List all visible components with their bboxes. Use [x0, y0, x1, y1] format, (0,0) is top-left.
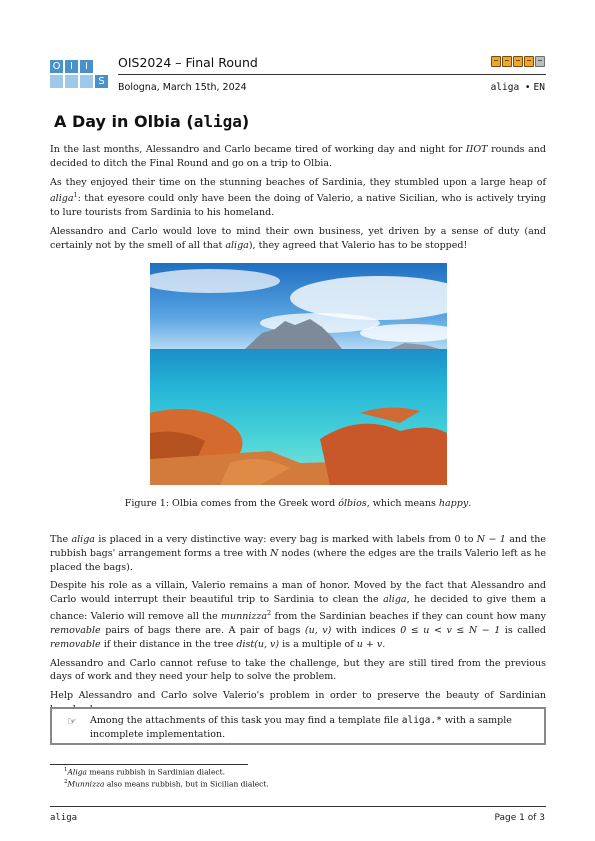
- statement-text: [50, 533, 546, 722]
- difficulty-star-icon: [491, 56, 501, 67]
- contest-title: OIS2024 – Final Round: [118, 55, 258, 70]
- task-code-language: [491, 82, 545, 93]
- footnote: $^1$Aliga means rubbish in Sardinian dialect.: [64, 767, 225, 777]
- figure-caption: Figure 1: Olbia comes from the Greek word ólbios, which means happy.: [124, 498, 472, 509]
- olbia-beach-photo: [150, 263, 447, 485]
- difficulty-star-icon: [524, 56, 534, 67]
- footnote: $^2$Munnizza also means rubbish, but in Sicilian dialect.: [64, 779, 269, 789]
- footnote-divider: [50, 764, 248, 765]
- oii-logo: [50, 60, 110, 90]
- paragraph: Alessandro and Carlo would love to mind their own business, yet driven by a sense of duty (and certainly not by the smell of all that aliga), they agreed that Valerio has to be stopped!: [50, 226, 546, 251]
- attachment-note-box: [50, 707, 546, 745]
- footer-divider: [50, 806, 546, 807]
- language-code: EN: [533, 82, 545, 93]
- logo-tile: O: [50, 60, 63, 73]
- paragraph: Alessandro and Carlo cannot refuse to take the challenge, but they are still tired from the previous days of work and they need your help to solve the problem.: [50, 657, 546, 683]
- logo-tile: I: [65, 60, 78, 73]
- separator-bullet: •: [524, 82, 534, 93]
- difficulty-star-icon: [513, 56, 523, 67]
- task-title: A Day in Olbia (aliga): [54, 112, 250, 131]
- logo-tile: [80, 75, 93, 88]
- task-code: aliga: [490, 82, 520, 93]
- logo-tile: [65, 75, 78, 88]
- pointing-hand-icon: ☞: [67, 715, 77, 728]
- paragraph: As they enjoyed their time on the stunning beaches of Sardinia, they stumbled upon a large heap of aliga$^1$: that eyesore could only have been the doing of Valerio, a native Sicilian, who is actively trying to lure tourists from Sardinia to his homeland.: [50, 176, 546, 219]
- footer-task-code: aliga: [50, 813, 78, 823]
- page-number: Page 1 of 3: [494, 813, 545, 823]
- intro-text: [50, 143, 546, 258]
- header-divider: [118, 74, 546, 75]
- contest-date: Bologna, March 15th, 2024: [118, 82, 247, 93]
- paragraph: Help Alessandro and Carlo solve Valerio's problem in order to preserve the beauty of Sardinian: [50, 690, 546, 702]
- paragraph: In the last months, Alessandro and Carlo became tired of working day and night for IIOT rounds and decided to ditch the Final Round and go on a trip to Olbia.: [50, 144, 547, 169]
- logo-tile: S: [95, 75, 108, 88]
- paragraph: The aliga is placed in a very distinctive way: every bag is marked with labels from 0 to N − 1 and the rubbish bags' arrangement forms a tree with N nodes (where the edges are the trails Valerio left as he placed the bags).: [50, 534, 546, 573]
- difficulty-star-icon: [502, 56, 512, 67]
- difficulty-star-icon: [535, 56, 545, 67]
- difficulty-rating: [491, 56, 545, 67]
- paragraph: Despite his role as a villain, Valerio remains a man of honor. Moved by the fact that Alessandro and Carlo would interrupt their beautiful trip to Sardinia to clean the aliga, he decided to give them a chance: Valerio will remove all the munnizza$^2$ from the Sardinian beaches if they can count how many removable pairs of bags there are. A pair of bags (u, v) with indices 0 ≤ u < v ≤ N − 1 is called removable if their distance in the tree dist(u, v) is a multiple of u + v.: [50, 580, 547, 650]
- note-text: Among the attachments of this task you may find a template file aliga.* with a sample incomplete implementation.: [90, 715, 512, 740]
- logo-tile: [50, 75, 63, 88]
- logo-tile: I: [80, 60, 93, 73]
